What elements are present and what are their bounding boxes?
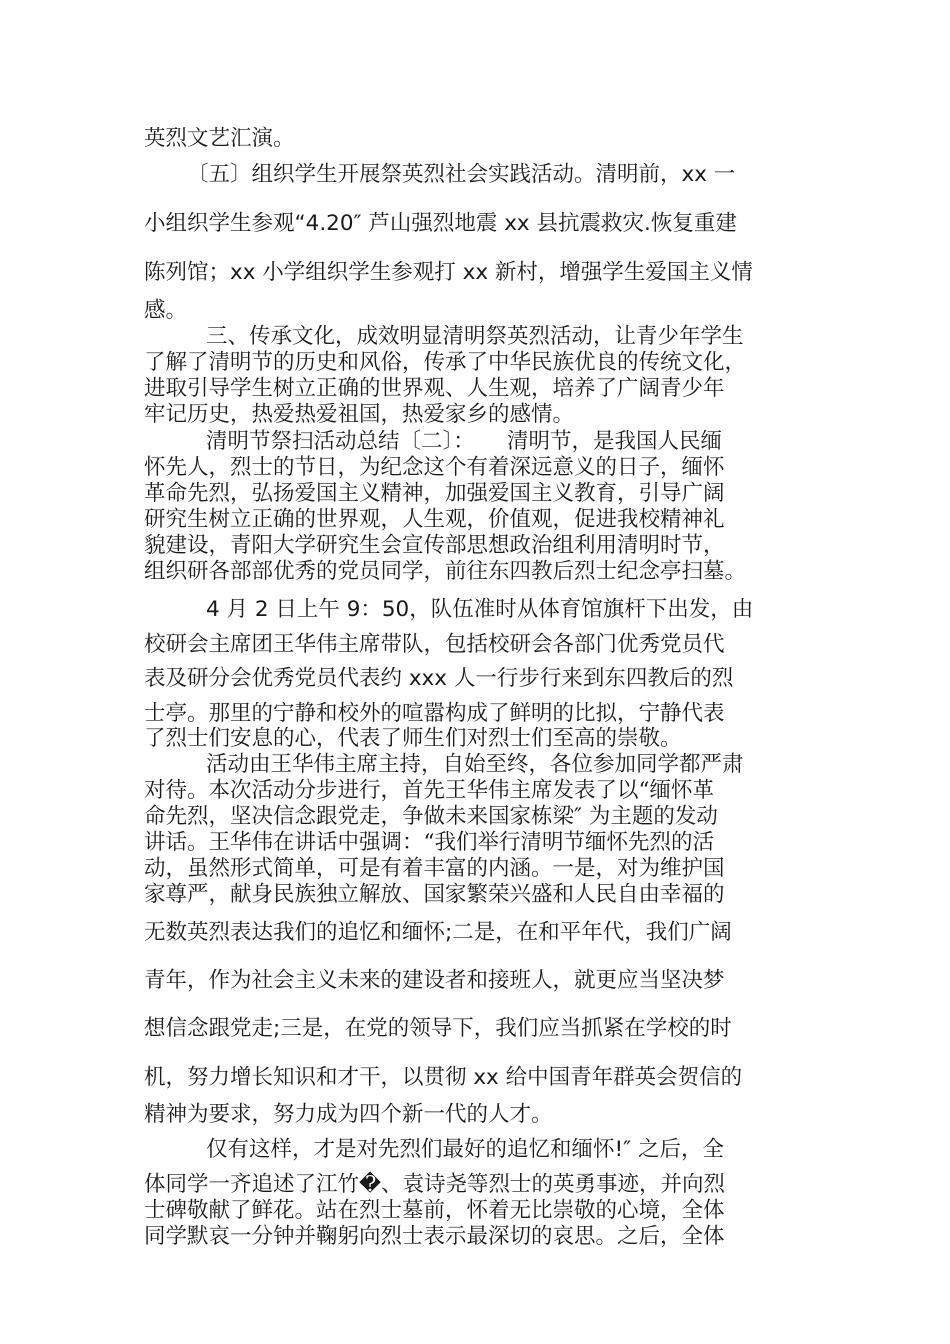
text-line: 英烈文艺汇演。 <box>144 126 295 151</box>
text-line: 青年，作为社会主义未来的建设者和接班人，就更应当坚决梦 <box>144 968 725 993</box>
text-line: 表及研分会优秀党员代表约 xxx 人一行步行来到东四教后的烈 <box>144 666 734 691</box>
text-line: 想信念跟党走;三是，在党的领导下，我们应当抓紧在学校的时 <box>144 1016 732 1041</box>
text-line: 机，努力增长知识和才干，以贯彻 xx 给中国青年群英会贺信的 <box>144 1065 743 1090</box>
text-line: 士碑敬献了鲜花。站在烈士墓前，怀着无比崇敬的心境，全体 <box>144 1198 725 1223</box>
text-line: 命先烈，坚决信念跟党走，争做未来国家栋梁″ 为主题的发动 <box>144 804 718 829</box>
text-line: 进取引导学生树立正确的世界观、人生观，培养了广阔青少年 <box>144 376 725 401</box>
text-line: 同学默哀一分钟并鞠躬向烈士表示最深切的哀思。之后，全体 <box>144 1224 725 1249</box>
text-line: 小组织学生参观“4.20″ 芦山强烈地震 xx 县抗震救灾.恢复重建 <box>144 211 737 236</box>
text-line: 陈列馆；xx 小学组织学生参观打 xx 新村，增强学生爱国主义情 <box>144 260 753 285</box>
text-line: 清明节祭扫活动总结〔二〕： 清明节，是我国人民缅 <box>206 429 723 454</box>
text-line: 对待。本次活动分步进行，首先王华伟主席发表了以“缅怀革 <box>144 778 714 803</box>
text-line: 活动由王华伟主席主持，自始至终，各位参加同学都严肃 <box>206 752 744 777</box>
text-line: 革命先烈，弘扬爱国主义精神，加强爱国主义教育，引导广阔 <box>144 481 725 506</box>
text-line: 组织研各部部优秀的党员同学，前往东四教后烈士纪念亭扫墓。 <box>144 559 747 584</box>
text-line: 牢记历史，热爱热爱祖国，热爱家乡的感情。 <box>144 402 575 427</box>
text-line: 精神为要求，努力成为四个新一代的人才。 <box>144 1102 553 1127</box>
text-line: 动，虽然形式简单，可是有着丰富的内涵。一是，对为维护国 <box>144 856 725 881</box>
text-line: 仅有这样，才是对先烈们最好的追忆和缅怀!″ 之后，全 <box>206 1137 724 1162</box>
text-line: 家尊严，献身民族独立解放、国家繁荣兴盛和人民自由幸福的 <box>144 882 725 907</box>
text-line: 感。 <box>144 298 188 323</box>
text-line: 讲话。王华伟在讲话中强调：“我们举行清明节缅怀先烈的活 <box>144 830 714 855</box>
text-line: 了解了清明节的历史和风俗，传承了中华民族优良的传统文化， <box>144 350 747 375</box>
text-line: 怀先人，烈士的节日，为纪念这个有着深远意义的日子，缅怀 <box>144 455 725 480</box>
text-line: 貌建设，青阳大学研究生会宣传部思想政治组利用清明时节， <box>144 533 725 558</box>
text-line: 〔五〕组织学生开展祭英烈社会实践活动。清明前，xx 一 <box>187 162 736 187</box>
text-line: 无数英烈表达我们的追忆和缅怀;二是，在和平年代，我们广阔 <box>144 920 732 945</box>
text-line: 了烈士们安息的心，代表了师生们对烈士们至高的崇敬。 <box>144 726 682 751</box>
text-line: 校研会主席团王华伟主席带队，包括校研会各部门优秀党员代 <box>144 632 725 657</box>
text-line: 4 月 2 日上午 9：50，队伍准时从体育馆旗杆下出发，由 <box>206 597 754 622</box>
text-line: 士亭。那里的宁静和校外的喧嚣构成了鲜明的比拟，宁静代表 <box>144 701 725 726</box>
text-line: 体同学一齐追述了江竹�、袁诗尧等烈士的英勇事迹，并向烈 <box>144 1172 726 1197</box>
text-line: 研究生树立正确的世界观，人生观，价值观，促进我校精神礼 <box>144 507 725 532</box>
text-line: 三、传承文化，成效明显清明祭英烈活动，让青少年学生 <box>206 324 744 349</box>
